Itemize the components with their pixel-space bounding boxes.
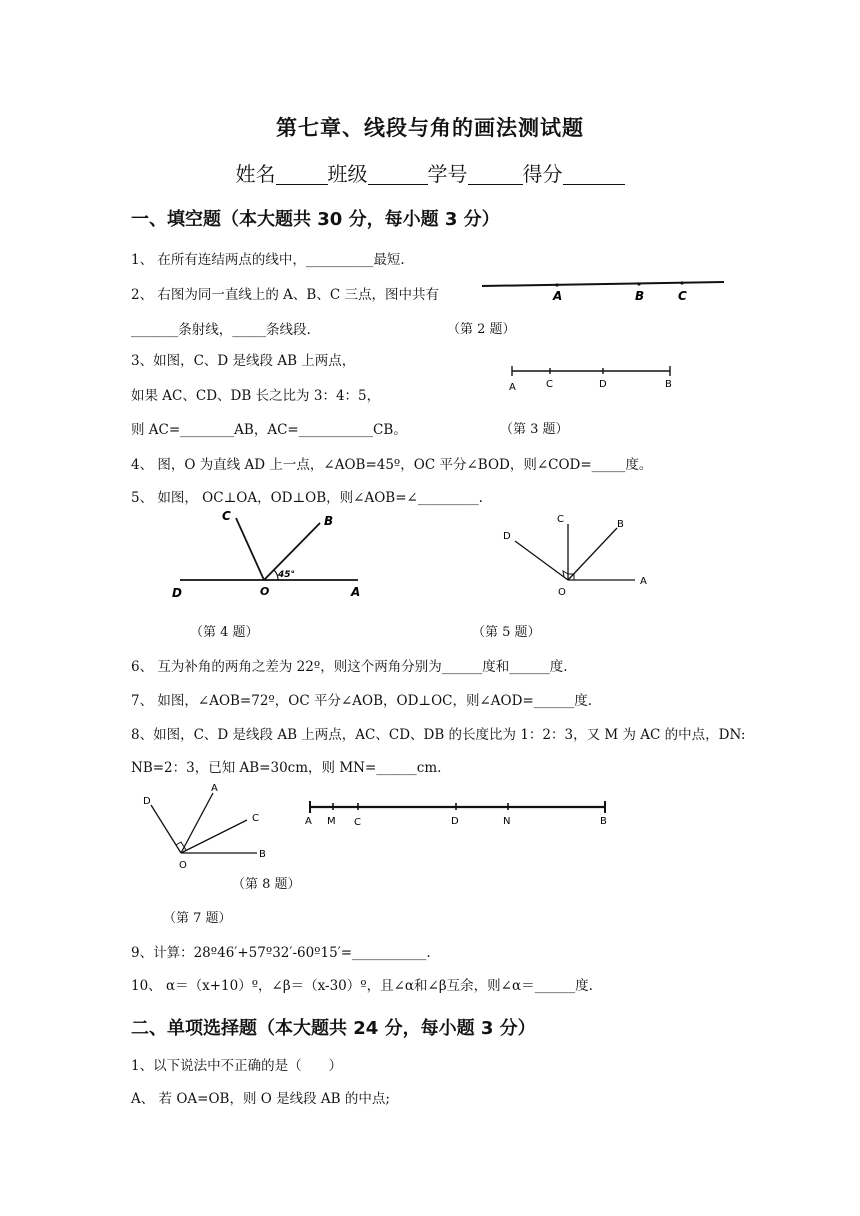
question-3-line-3: 则 AC=________AB，AC=___________CB。 <box>131 422 407 438</box>
fig7-label-b: B <box>259 849 266 860</box>
question-8-line-2: NB=2：3，已知 AB=30cm，则 MN=______cm. <box>131 760 442 776</box>
figure-7-caption: （第 7 题） <box>163 911 232 926</box>
question-1: 1、 在所有连结两点的线中，__________最短. <box>131 252 405 268</box>
question-6: 6、 互为补角的两角之差为 22º，则这个两角分别为______度和______度. <box>131 659 568 675</box>
fig3-label-d: D <box>599 379 607 390</box>
fig4-label-a: A <box>351 585 361 599</box>
fig2-label-a: A <box>553 289 563 303</box>
figure-4-caption: （第 4 题） <box>190 625 259 640</box>
fig2-label-b: B <box>635 289 645 303</box>
fig5-label-c: C <box>557 514 564 525</box>
number-blank <box>468 164 523 185</box>
fig4-label-b: B <box>324 514 334 528</box>
fig4-label-c: C <box>222 509 231 523</box>
figure-7-angles <box>135 780 275 875</box>
name-blank <box>276 164 328 185</box>
figure-8-caption: （第 8 题） <box>232 877 301 892</box>
section-1-heading: 一、填空题（本大题共 30 分，每小题 3 分） <box>131 209 500 230</box>
fig7-label-c: C <box>252 813 259 824</box>
section-2-heading: 二、单项选择题（本大题共 24 分，每小题 3 分） <box>131 1018 536 1039</box>
fig7-label-d: D <box>143 796 151 807</box>
page-title: 第七章、线段与角的画法测试题 <box>276 116 584 140</box>
fig8-label-b: B <box>600 816 607 827</box>
fig8-label-m: M <box>327 816 336 827</box>
fig5-label-a: A <box>640 576 647 587</box>
section-2-question-1: 1、以下说法中不正确的是（ ） <box>131 1058 343 1074</box>
figure-5-caption: （第 5 题） <box>472 625 541 640</box>
figure-2-caption: （第 2 题） <box>447 322 516 337</box>
question-3-line-2: 如果 AC、CD、DB 长之比为 3：4：5， <box>131 388 381 404</box>
fig4-label-o: O <box>260 585 270 598</box>
score-blank <box>563 164 625 185</box>
fig3-label-c: C <box>546 379 553 390</box>
fig8-label-n: N <box>503 816 511 827</box>
fig3-label-b: B <box>665 379 672 390</box>
class-label: 班级 <box>327 162 368 186</box>
fig8-label-a: A <box>305 816 312 827</box>
figure-3-caption: （第 3 题） <box>500 422 569 437</box>
question-9: 9、计算：28º46′+57º32′-60º15′=___________. <box>131 945 431 961</box>
fig7-label-o: O <box>179 860 187 871</box>
section-2-question-1-option-a: A、 若 OA=OB，则 O 是线段 AB 的中点; <box>131 1091 390 1107</box>
question-10: 10、 α＝（x+10）º，∠β＝（x-30）º，且∠α和∠β互余，则∠α＝______度. <box>131 978 593 994</box>
fig3-label-a: A <box>509 382 516 393</box>
question-5: 5、 如图， OC⊥OA，OD⊥OB，则∠AOB=∠_________. <box>131 490 483 506</box>
student-info-line <box>0 158 860 187</box>
figure-3-segment-acdb <box>505 360 680 395</box>
question-4: 4、 图，O 为直线 AD 上一点，∠AOB=45º，OC 平分∠BOD，则∠COD=_____度。 <box>131 457 653 473</box>
figure-8-segment <box>300 795 615 830</box>
question-2-line-2: _______条射线，_____条线段. <box>131 322 311 338</box>
fig7-label-a: A <box>211 783 218 794</box>
class-blank <box>368 164 428 185</box>
question-2-line-1: 2、 右图为同一直线上的 A、B、C 三点，图中共有 <box>131 287 439 303</box>
question-3-line-1: 3、如图，C、D 是线段 AB 上两点， <box>131 353 356 369</box>
number-label: 学号 <box>427 162 468 186</box>
fig5-label-o: O <box>558 587 566 598</box>
fig4-label-d: D <box>172 586 182 600</box>
fig4-angle-label: 45° <box>278 570 296 580</box>
fig8-label-d: D <box>451 816 459 827</box>
question-7: 7、 如图，∠AOB=72º，OC 平分∠AOB，OD⊥OC，则∠AOD=______度. <box>131 693 593 709</box>
figure-4-angles <box>168 505 378 605</box>
fig5-label-d: D <box>503 531 511 542</box>
figure-2-line-abc <box>480 275 730 310</box>
fig8-label-c: C <box>354 817 361 828</box>
figure-5-perpendicular-angles <box>495 508 660 603</box>
fig5-label-b: B <box>617 519 624 530</box>
score-label: 得分 <box>522 162 563 186</box>
question-8-line-1: 8、如图，C、D 是线段 AB 上两点，AC、CD、DB 的长度比为 1：2：3，又 M 为 AC 的中点，DN: <box>131 727 746 743</box>
fig2-label-c: C <box>678 289 687 303</box>
name-label: 姓名 <box>235 162 276 186</box>
